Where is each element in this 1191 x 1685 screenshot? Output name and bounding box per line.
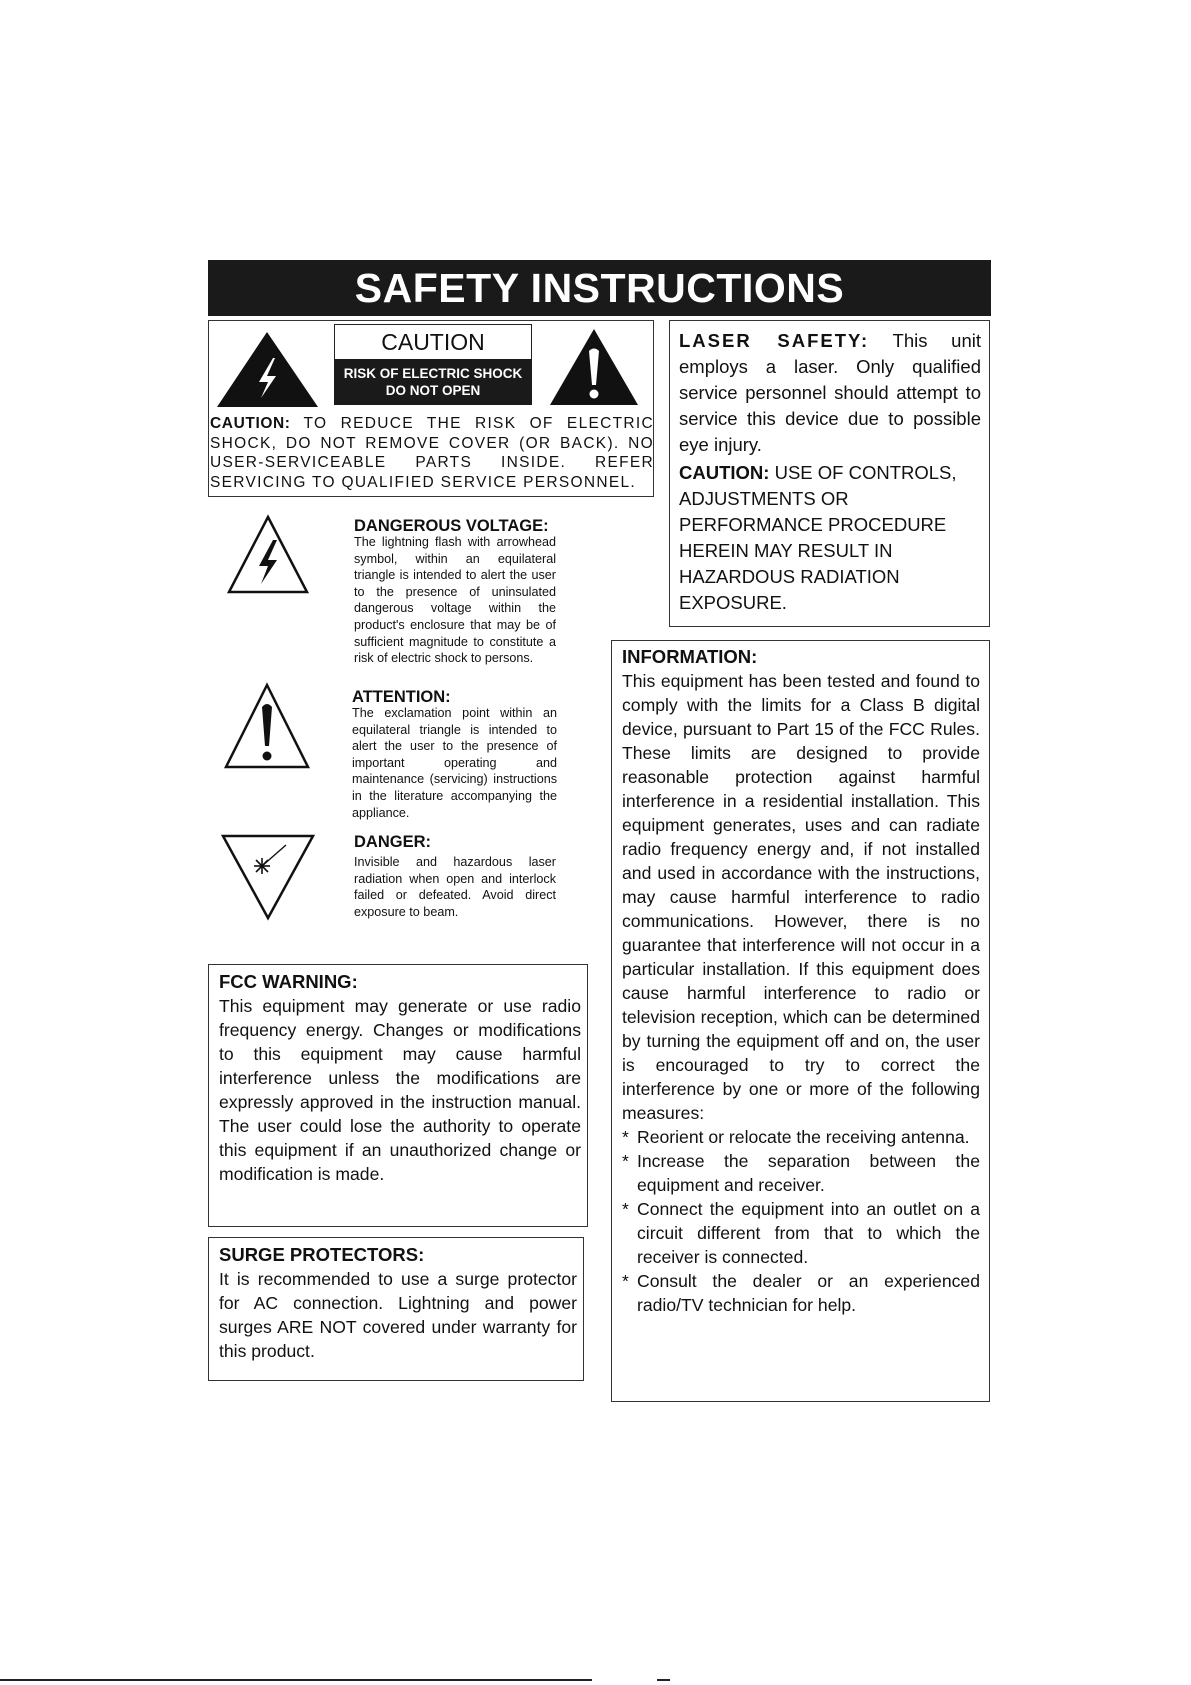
footer-mark	[657, 1679, 670, 1681]
laser-caution-body: USE OF CONTROLS, ADJUSTMENTS OR PERFORMANCE PROCEDURE HEREIN MAY RESULT IN HAZARDOUS RADIATION EXPOSURE.	[679, 462, 957, 613]
information-heading: INFORMATION:	[622, 646, 758, 667]
information-content	[622, 645, 980, 1317]
dangerous-voltage-text: The lightning flash with arrowhead symbol, within an equilateral triangle is intended to alert the user to the presence of uninsulated dangerous voltage within the product's enclosure that may be of sufficient magnitude to constitute a risk of electric shock to persons.	[354, 535, 556, 666]
caution-body: TO REDUCE THE RISK OF ELECTRIC SHOCK, DO NOT REMOVE COVER (OR BACK). NO USER-SERVICEABLE PARTS INSIDE. REFER SERVICING TO QUALIFIED SERVICE PERSONNEL.	[210, 415, 654, 491]
footer-rule	[0, 1679, 592, 1681]
caution-lead: CAUTION:	[210, 415, 291, 432]
danger-heading: DANGER:	[354, 833, 431, 851]
caution-strip-line2: DO NOT OPEN	[385, 383, 481, 398]
attention-heading: ATTENTION:	[352, 688, 451, 706]
list-item: * Increase the separation between the equipment and receiver.	[622, 1151, 980, 1195]
fcc-warning-heading: FCC WARNING:	[219, 971, 358, 992]
caution-strip-line1: RISK OF ELECTRIC SHOCK	[343, 366, 523, 381]
page-title: SAFETY INSTRUCTIONS	[354, 264, 845, 311]
caution-label: CAUTION	[334, 324, 532, 360]
laser-radiation-icon	[220, 833, 316, 921]
list-item: * Reorient or relocate the receiving antenna.	[622, 1127, 970, 1147]
title-banner	[208, 260, 991, 316]
laser-safety-statement	[679, 328, 981, 458]
laser-caution-lead: CAUTION:	[679, 462, 770, 483]
caution-strip	[334, 359, 532, 405]
danger-text: Invisible and hazardous laser radiation when open and interlock failed or defeated. Avoid direct exposure to beam.	[354, 855, 556, 919]
list-item: * Consult the dealer or an experienced radio/TV technician for help.	[622, 1271, 980, 1315]
fcc-warning-text: This equipment may generate or use radio frequency energy. Changes or modifications to this equipment may cause harmful interference unless the modifications are expressly approved in the instruction manual. The user could lose the authority to operate this equipment if an unauthorized change or modification is made.	[219, 996, 581, 1184]
laser-safety-lead: LASER SAFETY:	[679, 330, 870, 351]
surge-protectors-text: It is recommended to use a surge protector for AC connection. Lightning and power surges ARE NOT covered under warranty for this product.	[219, 1269, 577, 1361]
fcc-warning-content	[219, 970, 581, 1186]
information-body: This equipment has been tested and found to comply with the limits for a Class B digital device, pursuant to Part 15 of the FCC Rules. These limits are designed to provide reasonable protection against harmful interference in a residential installation. This equipment generates, uses and can radiate radio frequency energy and, if not installed and used in accordance with the instructions, may cause harmful interference to radio communications. However, there is no guarantee that interference will not occur in a particular installation. If this equipment does cause harmful interference to radio or television reception, which can be determined by turning the equipment off and on, the user is encouraged to try to correct the interference by one or more of the following measures:	[622, 671, 980, 1123]
surge-protectors-heading: SURGE PROTECTORS:	[219, 1244, 425, 1265]
laser-caution-statement	[679, 460, 981, 616]
list-item: * Connect the equipment into an outlet on a circuit different from that to which the receiver is connected.	[622, 1199, 980, 1267]
attention-text: The exclamation point within an equilateral triangle is intended to alert the user to the presence of important operating and maintenance (servicing) instructions in the literature accompanying the appliance.	[352, 706, 557, 820]
dangerous-voltage-heading: DANGEROUS VOLTAGE:	[354, 517, 549, 535]
exclamation-triangle-icon	[548, 327, 640, 407]
dangerous-voltage-icon	[226, 514, 310, 596]
surge-protectors-content	[219, 1243, 577, 1363]
attention-icon	[223, 682, 311, 770]
caution-statement	[210, 414, 654, 492]
lightning-triangle-icon	[215, 330, 320, 409]
laser-safety-body: This unit employs a laser. Only qualified service personnel should attempt to service this device due to possible eye injury.	[679, 330, 981, 455]
